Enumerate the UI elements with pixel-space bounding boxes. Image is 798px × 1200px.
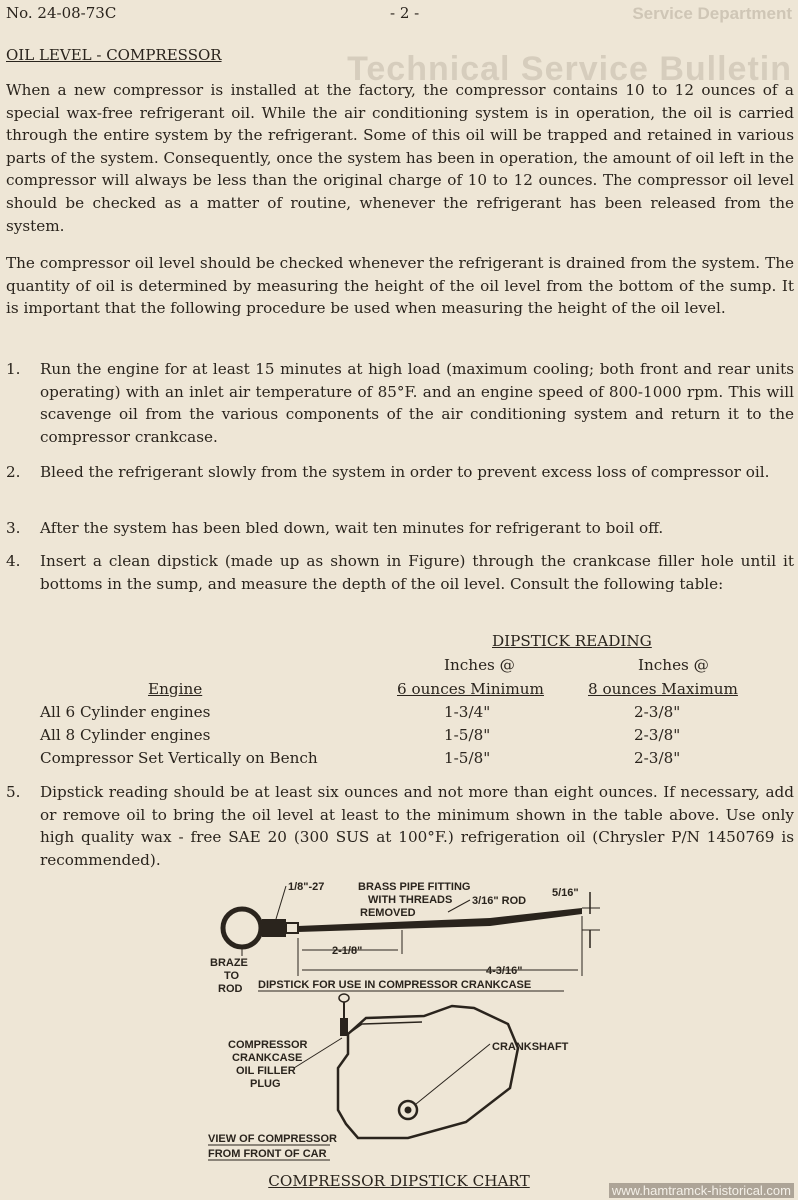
braze-label-3: ROD (218, 983, 243, 995)
plug-label-4: PLUG (250, 1078, 281, 1090)
fitting-label-3: REMOVED (360, 907, 416, 919)
letterhead-bleedthrough-title: Technical Service Bulletin (347, 50, 792, 88)
col2-header: 6 ounces Minimum (397, 680, 544, 698)
col3-header: 8 ounces Maximum (588, 680, 738, 698)
step-3 (6, 517, 794, 540)
compressor-outline (338, 1006, 518, 1138)
step-number: 4. (6, 552, 21, 570)
step-number: 2. (6, 463, 21, 481)
chart-caption-text: COMPRESSOR DIPSTICK CHART (268, 1172, 530, 1190)
step-text: Insert a clean dipstick (made up as shown in Figure) through the crankcase filler hole until it bottoms in the sump, and measure the depth of the oil level. Consult the following table: (40, 552, 794, 593)
paragraph-procedure: The compressor oil level should be checked whenever the refrigerant is drained from the system. The quantity of oil is determined by measuring the height of the oil level from the bottom of the sump. It is important that the following procedure be used when measuring the height of the oil level. (6, 254, 794, 318)
dipstick-rod (298, 908, 582, 932)
site-watermark: www.hamtramck-historical.com (609, 1183, 794, 1198)
step-4 (6, 550, 794, 595)
table-cell-max: 2-3/8" (634, 726, 681, 744)
document-number: No. 24-08-73C (6, 4, 117, 22)
section-title: OIL LEVEL - COMPRESSOR (6, 46, 222, 64)
table-cell-min: 1-3/4" (444, 703, 491, 721)
fitting-label-1: BRASS PIPE FITTING (358, 881, 471, 893)
table-cell-engine: All 6 Cylinder engines (40, 703, 211, 721)
plug-label-3: OIL FILLER (236, 1065, 296, 1077)
fitting-label-2: WITH THREADS (368, 894, 453, 906)
dipstick-ring (223, 909, 261, 947)
step-number: 1. (6, 360, 21, 378)
table-cell-max: 2-3/8" (634, 703, 681, 721)
step-number: 5. (6, 783, 21, 801)
step-text: Bleed the refrigerant slowly from the system in order to prevent excess loss of compressor oil. (40, 463, 770, 481)
fitting-size-label: 1/8"-27 (288, 881, 325, 893)
plug-label-2: CRANKCASE (232, 1052, 303, 1064)
brass-fitting (262, 919, 286, 937)
length-short-label: 2-1/8" (332, 945, 363, 957)
step-text: Dipstick reading should be at least six ounces and not more than eight ounces. If necessary, add or remove oil to bring the oil level at least to the minimum shown in the table above. Use only high quality wax - free SAE 20 (300 SUS at 100°F.) refrigeration oil (Chrysler P/N 1450769 is recommended). (40, 783, 794, 869)
table-cell-min: 1-5/8" (444, 726, 491, 744)
step-2 (6, 461, 794, 484)
table-title: DIPSTICK READING (492, 632, 652, 650)
dipstick-diagram (190, 872, 630, 1172)
step-number: 3. (6, 519, 21, 537)
table-cell-max: 2-3/8" (634, 749, 681, 767)
plug-label-1: COMPRESSOR (228, 1039, 308, 1051)
page-number: - 2 - (390, 4, 420, 22)
step-text: After the system has been bled down, wait ten minutes for refrigerant to boil off. (40, 519, 664, 537)
crankshaft-label: CRANKSHAFT (492, 1041, 569, 1053)
col1-header: Engine (148, 680, 203, 698)
step-1 (6, 358, 794, 448)
letterhead-bleedthrough: Service Department (632, 4, 792, 23)
view-label-1: VIEW OF COMPRESSOR (208, 1133, 337, 1145)
col2-top-header: Inches @ (444, 656, 515, 674)
braze-label-1: BRAZE (210, 957, 248, 969)
view-label-2: FROM FRONT OF CAR (208, 1148, 327, 1160)
step-text: Run the engine for at least 15 minutes at high load (maximum cooling; both front and rear units operating) with an inlet air temperature of 85°F. and an engine speed of 800-1000 rpm. This will scavenge oil from the various components of the air conditioning system and return it to the compressor crankcase. (40, 360, 794, 446)
oil-filler-plug (340, 1018, 348, 1036)
braze-label-2: TO (224, 970, 240, 982)
table-cell-min: 1-5/8" (444, 749, 491, 767)
page-header (6, 4, 792, 26)
col3-top-header: Inches @ (638, 656, 709, 674)
step-5 (6, 781, 794, 871)
rod-label: 3/16" ROD (472, 895, 527, 907)
height-label: 5/16" (552, 887, 579, 899)
fitting-nut (286, 923, 298, 933)
table-cell-engine: All 8 Cylinder engines (40, 726, 211, 744)
table-cell-engine: Compressor Set Vertically on Bench (40, 749, 318, 767)
paragraph-intro: When a new compressor is installed at the factory, the compressor contains 10 to 12 ounces of a special wax-free refrigerant oil. While the air conditioning system is in operation, the oil is carried through the entire system by the refrigerant. Some of this oil will be trapped and retained in various parts of the system. Consequently, once the system has been in operation, the amount of oil left in the compressor will always be less than the original charge of 10 to 12 ounces. The compressor oil level should be checked as a matter of routine, whenever the refrigerant has been released from the system. (6, 81, 794, 235)
dipstick-caption: DIPSTICK FOR USE IN COMPRESSOR CRANKCASE (258, 979, 532, 991)
length-long-label: 4-3/16" (486, 965, 523, 977)
